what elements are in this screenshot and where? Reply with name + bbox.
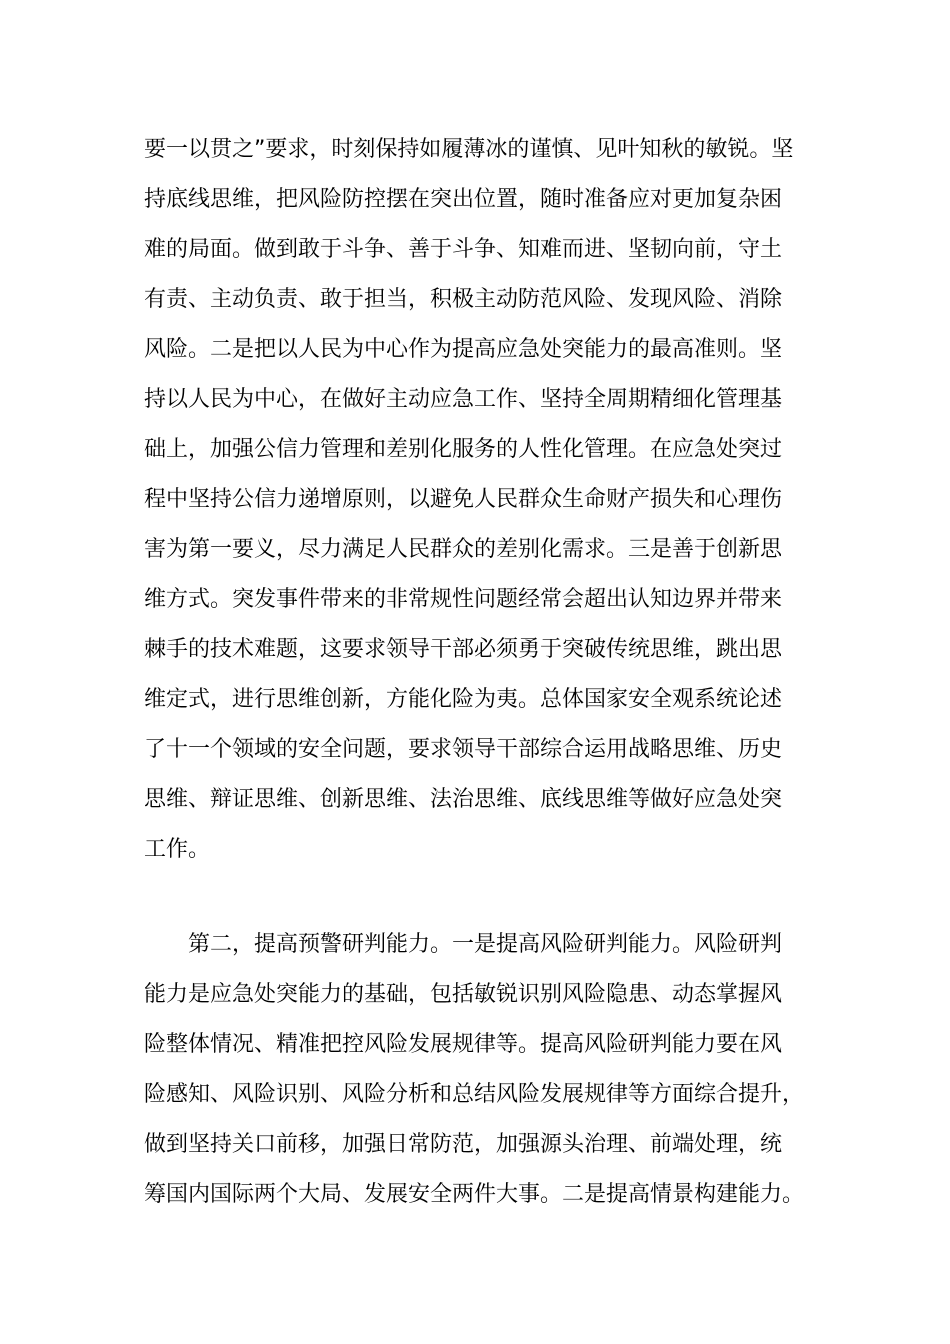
paragraph-line: 害为第一要义，尽力满足人民群众的差别化需求。三是善于创新思 xyxy=(144,537,783,562)
paragraph-line: 了十一个领域的安全问题，要求领导干部综合运用战略思维、历史 xyxy=(144,737,783,762)
paragraph-line: 维定式，进行思维创新，方能化险为夷。总体国家安全观系统论述 xyxy=(144,687,783,712)
paragraph-line: 筹国内国际两个大局、发展安全两件大事。二是提高情景构建能力。 xyxy=(144,1182,805,1207)
paragraph-continued xyxy=(144,125,834,875)
paragraph-line: 做到坚持关口前移，加强日常防范，加强源头治理、前端处理，统 xyxy=(144,1132,783,1157)
paragraph-line: 础上，加强公信力管理和差别化服务的人性化管理。在应急处突过 xyxy=(144,437,783,462)
paragraph-line: 棘手的技术难题，这要求领导干部必须勇于突破传统思维，跳出思 xyxy=(144,637,783,662)
paragraph-line: 难的局面。做到敢于斗争、善于斗争、知难而进、坚韧向前，守土 xyxy=(144,237,783,262)
paragraph-line: 工作。 xyxy=(144,837,211,862)
paragraph-line: 有责、主动负责、敢于担当，积极主动防范风险、发现风险、消除 xyxy=(144,287,783,312)
paragraph-line: 程中坚持公信力递增原则，以避免人民群众生命财产损失和心理伤 xyxy=(144,487,783,512)
paragraph-line: 维方式。突发事件带来的非常规性问题经常会超出认知边界并带来 xyxy=(144,587,783,612)
paragraph-second xyxy=(144,920,834,1220)
paragraph-line: 持底线思维，把风险防控摆在突出位置，随时准备应对更加复杂困 xyxy=(144,187,783,212)
paragraph-line: 要一以贯之”要求，时刻保持如履薄冰的谨慎、见叶知秋的敏锐。坚 xyxy=(144,137,794,162)
paragraph-line: 思维、辩证思维、创新思维、法治思维、底线思维等做好应急处突 xyxy=(144,787,783,812)
paragraph-line: 险感知、风险识别、风险分析和总结风险发展规律等方面综合提升， xyxy=(144,1082,805,1107)
paragraph-line: 险整体情况、精准把控风险发展规律等。提高风险研判能力要在风 xyxy=(144,1032,783,1057)
paragraph-line: 持以人民为中心，在做好主动应急工作、坚持全周期精细化管理基 xyxy=(144,387,783,412)
paragraph-line-indented: 第二，提高预警研判能力。一是提高风险研判能力。风险研判 xyxy=(188,932,783,957)
paragraph-line: 风险。二是把以人民为中心作为提高应急处突能力的最高准则。坚 xyxy=(144,337,783,362)
paragraph-line: 能力是应急处突能力的基础，包括敏锐识别风险隐患、动态掌握风 xyxy=(144,982,783,1007)
